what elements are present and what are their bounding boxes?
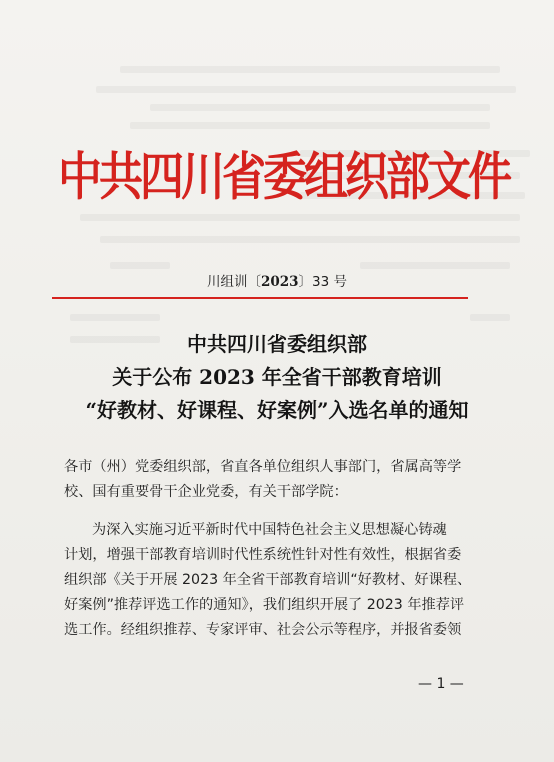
- document-number-prefix: 川组训〔: [206, 274, 261, 290]
- notice-title-line-3: “好教材、好课程、好案例”入选名单的通知: [85, 398, 469, 422]
- paragraph-line: 好案例”推荐评选工作的通知》，我们组织开展了 2023 年推荐评: [64, 597, 465, 613]
- document-number-year: 2023: [260, 274, 299, 290]
- notice-title-line-2: 关于公布 2023 年全省干部教育培训: [112, 365, 442, 389]
- paragraph-line: 选工作。经组织推荐、专家评审、社会公示等程序，并报省委领: [64, 622, 462, 638]
- page-number: — 1 —: [418, 676, 464, 692]
- header-red-rule: [52, 297, 468, 299]
- salutation-line: 校、国有重要骨干企业党委，有关干部学院：: [64, 484, 348, 500]
- paragraph-line: 计划，增强干部教育培训时代性系统性针对性有效性，根据省委: [64, 547, 462, 563]
- body-paragraph: [64, 518, 482, 643]
- document-header-title: 中共四川省委组织部文件: [58, 147, 509, 208]
- salutation: [64, 455, 482, 505]
- document-number-suffix: 〕33 号: [298, 274, 348, 290]
- notice-title-line-1: 中共四川省委组织部: [187, 332, 367, 356]
- paragraph-line: 为深入实施习近平新时代中国特色社会主义思想凝心铸魂: [92, 522, 447, 538]
- salutation-line: 各市（州）党委组织部，省直各单位组织人事部门，省属高等学: [64, 459, 462, 475]
- paragraph-line: 组织部《关于开展 2023 年全省干部教育培训“好教材、好课程、: [64, 572, 472, 588]
- document-number: [0, 270, 554, 290]
